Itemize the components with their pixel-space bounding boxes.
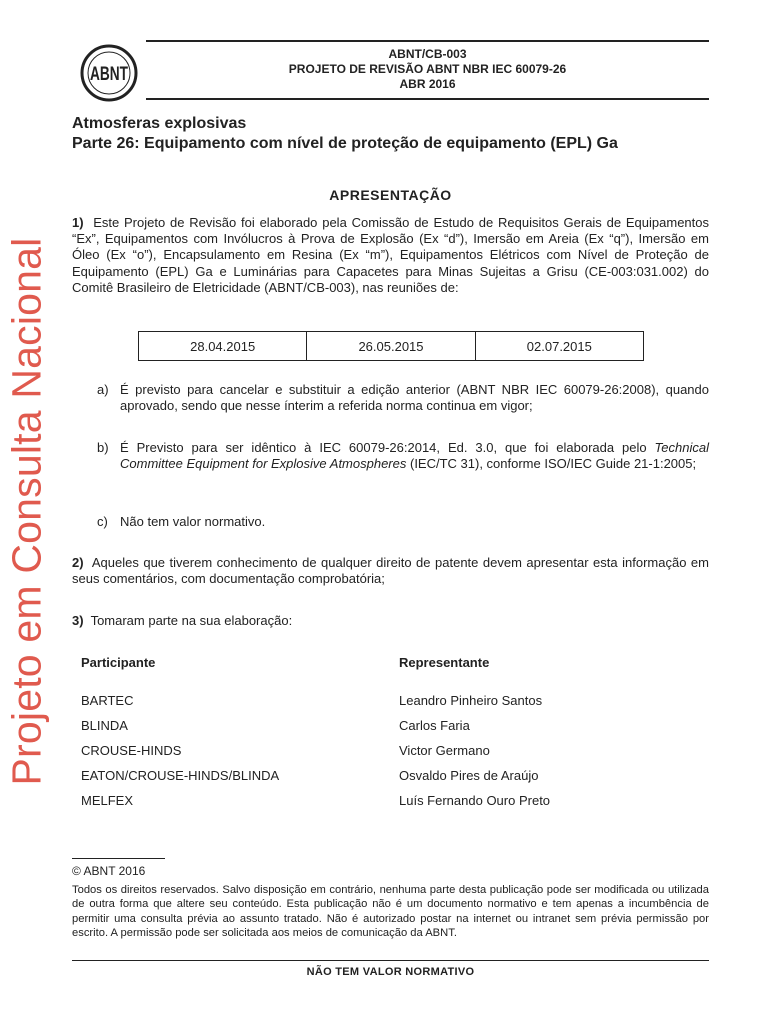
meeting-date-1: 28.04.2015 (139, 332, 307, 361)
meeting-dates-table (138, 331, 644, 361)
participant-2: BLINDA (81, 718, 128, 733)
copyright: © ABNT 2016 (72, 864, 146, 878)
paragraph-2 (72, 555, 709, 587)
title-line-2: Parte 26: Equipamento com nível de proteção de equipamento (EPL) Ga (72, 135, 618, 152)
watermark (4, 205, 50, 817)
footnote-rule (72, 858, 165, 859)
representative-1: Leandro Pinheiro Santos (399, 693, 543, 708)
paragraph-1-number: 1) (72, 215, 84, 230)
item-b-text (120, 440, 709, 472)
participant-column-header: Participante (81, 655, 156, 670)
paragraph-3 (72, 613, 709, 629)
logo-text: ABNT (90, 64, 129, 85)
footer-notice: NÃO TEM VALOR NORMATIVO (306, 966, 475, 978)
item-c-label: c) (97, 514, 108, 529)
section-title: APRESENTAÇÃO (329, 187, 452, 203)
rights-notice: Todos os direitos reservados. Salvo disposição em contrário, nenhuma parte desta publicação pode ser modificada ou utilizada de outra forma que altere seu conteúdo. Esta publicação não é um documento normativo e tem apenas a incumbência de permitir uma consulta prévia ao assunto tratado. Não é autorizado postar na internet ou intranet sem prévia permissão por escrito. A permissão pode ser solicitada aos meios de comunicação da ABNT. (72, 884, 709, 940)
participant-4: EATON/CROUSE-HINDS/BLINDA (81, 768, 280, 783)
representative-4: Osvaldo Pires de Araújo (399, 768, 539, 783)
paragraph-1-text: Este Projeto de Revisão foi elaborado pela Comissão de Estudo de Requisitos Gerais de Equipamentos “Ex”, Equipamentos com Invólucros à Prova de Explosão (Ex “d”), Imersão em Areia (Ex “q”), Imersão em Óleo (Ex “o”), Encapsulamento em Resina (Ex “m”), Equipamentos Elétricos com Nível de Proteção de Equipamento (EPL) Ga e Luminárias para Capacetes para Minas Sujeitas a Grisu (CE-003:031.002) do Comitê Brasileiro de Eletricidade (ABNT/CB-003), nas reuniões de: (72, 215, 709, 295)
header-project: PROJETO DE REVISÃO ABNT NBR IEC 60079-26 (288, 62, 567, 76)
participant-5: MELFEX (81, 793, 134, 808)
representative-2: Carlos Faria (399, 718, 470, 733)
paragraph-3-number: 3) (72, 613, 84, 628)
item-b (97, 440, 709, 472)
header-top-rule (146, 40, 709, 42)
header-date: ABR 2016 (399, 77, 456, 91)
paragraph-2-text: Aqueles que tiverem conhecimento de qualquer direito de patente devem apresentar esta informação em seus comentários, com documentação comprobatória; (72, 555, 709, 587)
item-c (97, 514, 709, 530)
item-a-text: É previsto para cancelar e substituir a edição anterior (ABNT NBR IEC 60079-26:2008), quando aprovado, sendo que nesse ínterim a referida norma continua em vigor; (120, 382, 709, 414)
document-header (146, 47, 709, 92)
watermark-text: Projeto em Consulta Nacional (3, 237, 50, 785)
item-a-label: a) (97, 382, 109, 397)
item-b-committee-name: Technical Committee Equipment for Explosive Atmospheres (120, 440, 709, 472)
representative-5: Luís Fernando Ouro Preto (399, 793, 551, 808)
header-bottom-rule (146, 98, 709, 100)
abnt-logo-icon (80, 44, 138, 102)
participant-1: BARTEC (81, 693, 134, 708)
item-b-label: b) (97, 440, 109, 455)
meeting-date-3: 02.07.2015 (475, 332, 643, 361)
item-a (97, 382, 709, 414)
representative-3: Victor Germano (399, 743, 490, 758)
paragraph-1 (72, 215, 709, 296)
paragraph-2-number: 2) (72, 555, 84, 570)
paragraph-3-text: Tomaram parte na sua elaboração: (90, 613, 293, 628)
document-title (72, 114, 618, 154)
meeting-date-2: 26.05.2015 (307, 332, 475, 361)
representative-column-header: Representante (399, 655, 490, 670)
item-b-text-start: É Previsto para ser idêntico à IEC 60079-26:2014, Ed. 3.0, que foi elaborada pelo (120, 440, 655, 455)
participant-3: CROUSE-HINDS (81, 743, 182, 758)
footer-rule (72, 960, 709, 961)
table-row (139, 332, 644, 361)
title-line-1: Atmosferas explosivas (72, 115, 247, 132)
item-c-text: Não tem valor normativo. (120, 514, 266, 529)
header-committee: ABNT/CB-003 (388, 47, 467, 61)
item-b-text-end: (IEC/TC 31), conforme ISO/IEC Guide 21-1:2005; (406, 456, 697, 472)
